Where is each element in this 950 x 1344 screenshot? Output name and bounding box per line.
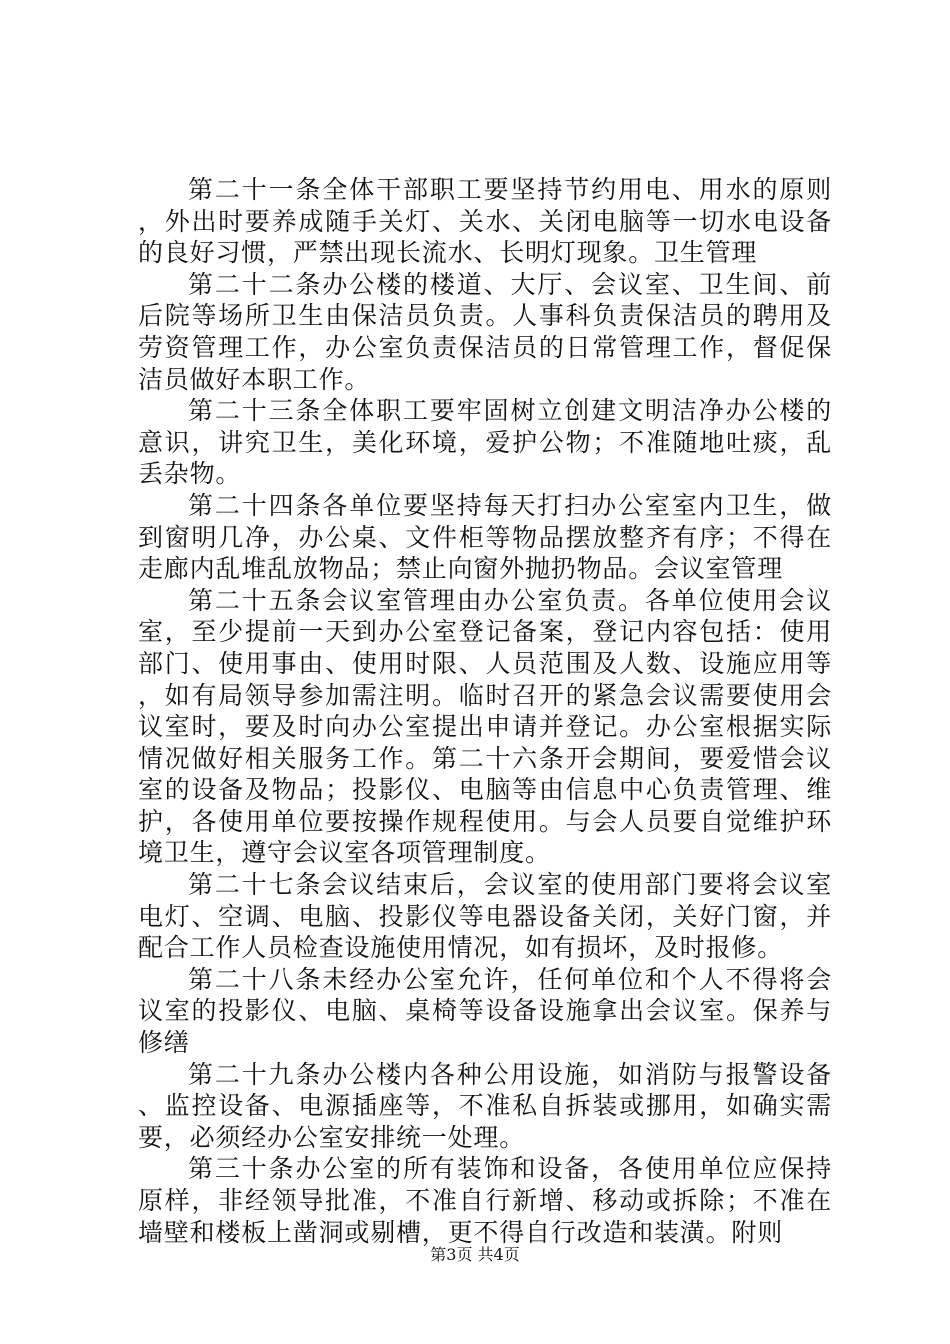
article-21-paragraph: 第二十一条全体干部职工要坚持节约用电、用水的原则，外出时要养成随手关灯、关水、关闭电脑等一切水电设备的良好习惯，严禁出现长流水、长明灯现象。卫生管理: [138, 175, 832, 268]
article-29-paragraph: 第二十九条办公楼内各种公用设施，如消防与报警设备、监控设备、电源插座等，不准私自拆装或挪用，如确实需要，必须经办公室安排统一处理。: [138, 1059, 832, 1152]
article-22-paragraph: 第二十二条办公楼的楼道、大厅、会议室、卫生间、前后院等场所卫生由保洁员负责。人事科负责保洁员的聘用及劳资管理工作，办公室负责保洁员的日常管理工作，督促保洁员做好本职工作。: [138, 269, 832, 394]
document-body: [138, 174, 832, 1248]
article-27-paragraph: 第二十七条会议结束后，会议室的使用部门要将会议室电灯、空调、电脑、投影仪等电器设备关闭，关好门窗，并配合工作人员检查设施使用情况，如有损坏，及时报修。: [138, 870, 832, 963]
article-24-paragraph: 第二十四条各单位要坚持每天打扫办公室室内卫生，做到窗明几净，办公桌、文件柜等物品摆放整齐有序；不得在走廊内乱堆乱放物品；禁止向窗外抛扔物品。会议室管理: [138, 490, 832, 584]
article-28-paragraph: 第二十八条未经办公室允许，任何单位和个人不得将会议室的投影仪、电脑、桌椅等设备设施拿出会议室。保养与修缮: [138, 964, 832, 1058]
page-number-footer: 第3页 共4页: [430, 1245, 520, 1264]
article-25-26-paragraph: 第二十五条会议室管理由办公室负责。各单位使用会议室，至少提前一天到办公室登记备案，登记内容包括：使用部门、使用事由、使用时限、人员范围及人数、设施应用等，如有局领导参加需注明。临时召开的紧急会议需要使用会议室时，要及时向办公室提出申请并登记。办公室根据实际情况做好相关服务工作。第二十六条开会期间，要爱惜会议室的设备及物品；投影仪、电脑等由信息中心负责管理、维护，各使用单位要按操作规程使用。与会人员要自觉维护环境卫生，遵守会议室各项管理制度。: [138, 585, 832, 868]
article-30-paragraph: 第三十条办公室的所有装饰和设备，各使用单位应保持原样，非经领导批准，不准自行新增、移动或拆除；不准在墙壁和楼板上凿洞或剔槽，更不得自行改造和装潢。附则: [138, 1154, 832, 1247]
article-23-paragraph: 第二十三条全体职工要牢固树立创建文明洁净办公楼的意识，讲究卫生，美化环境，爱护公物；不准随地吐痰，乱丢杂物。: [138, 396, 832, 489]
